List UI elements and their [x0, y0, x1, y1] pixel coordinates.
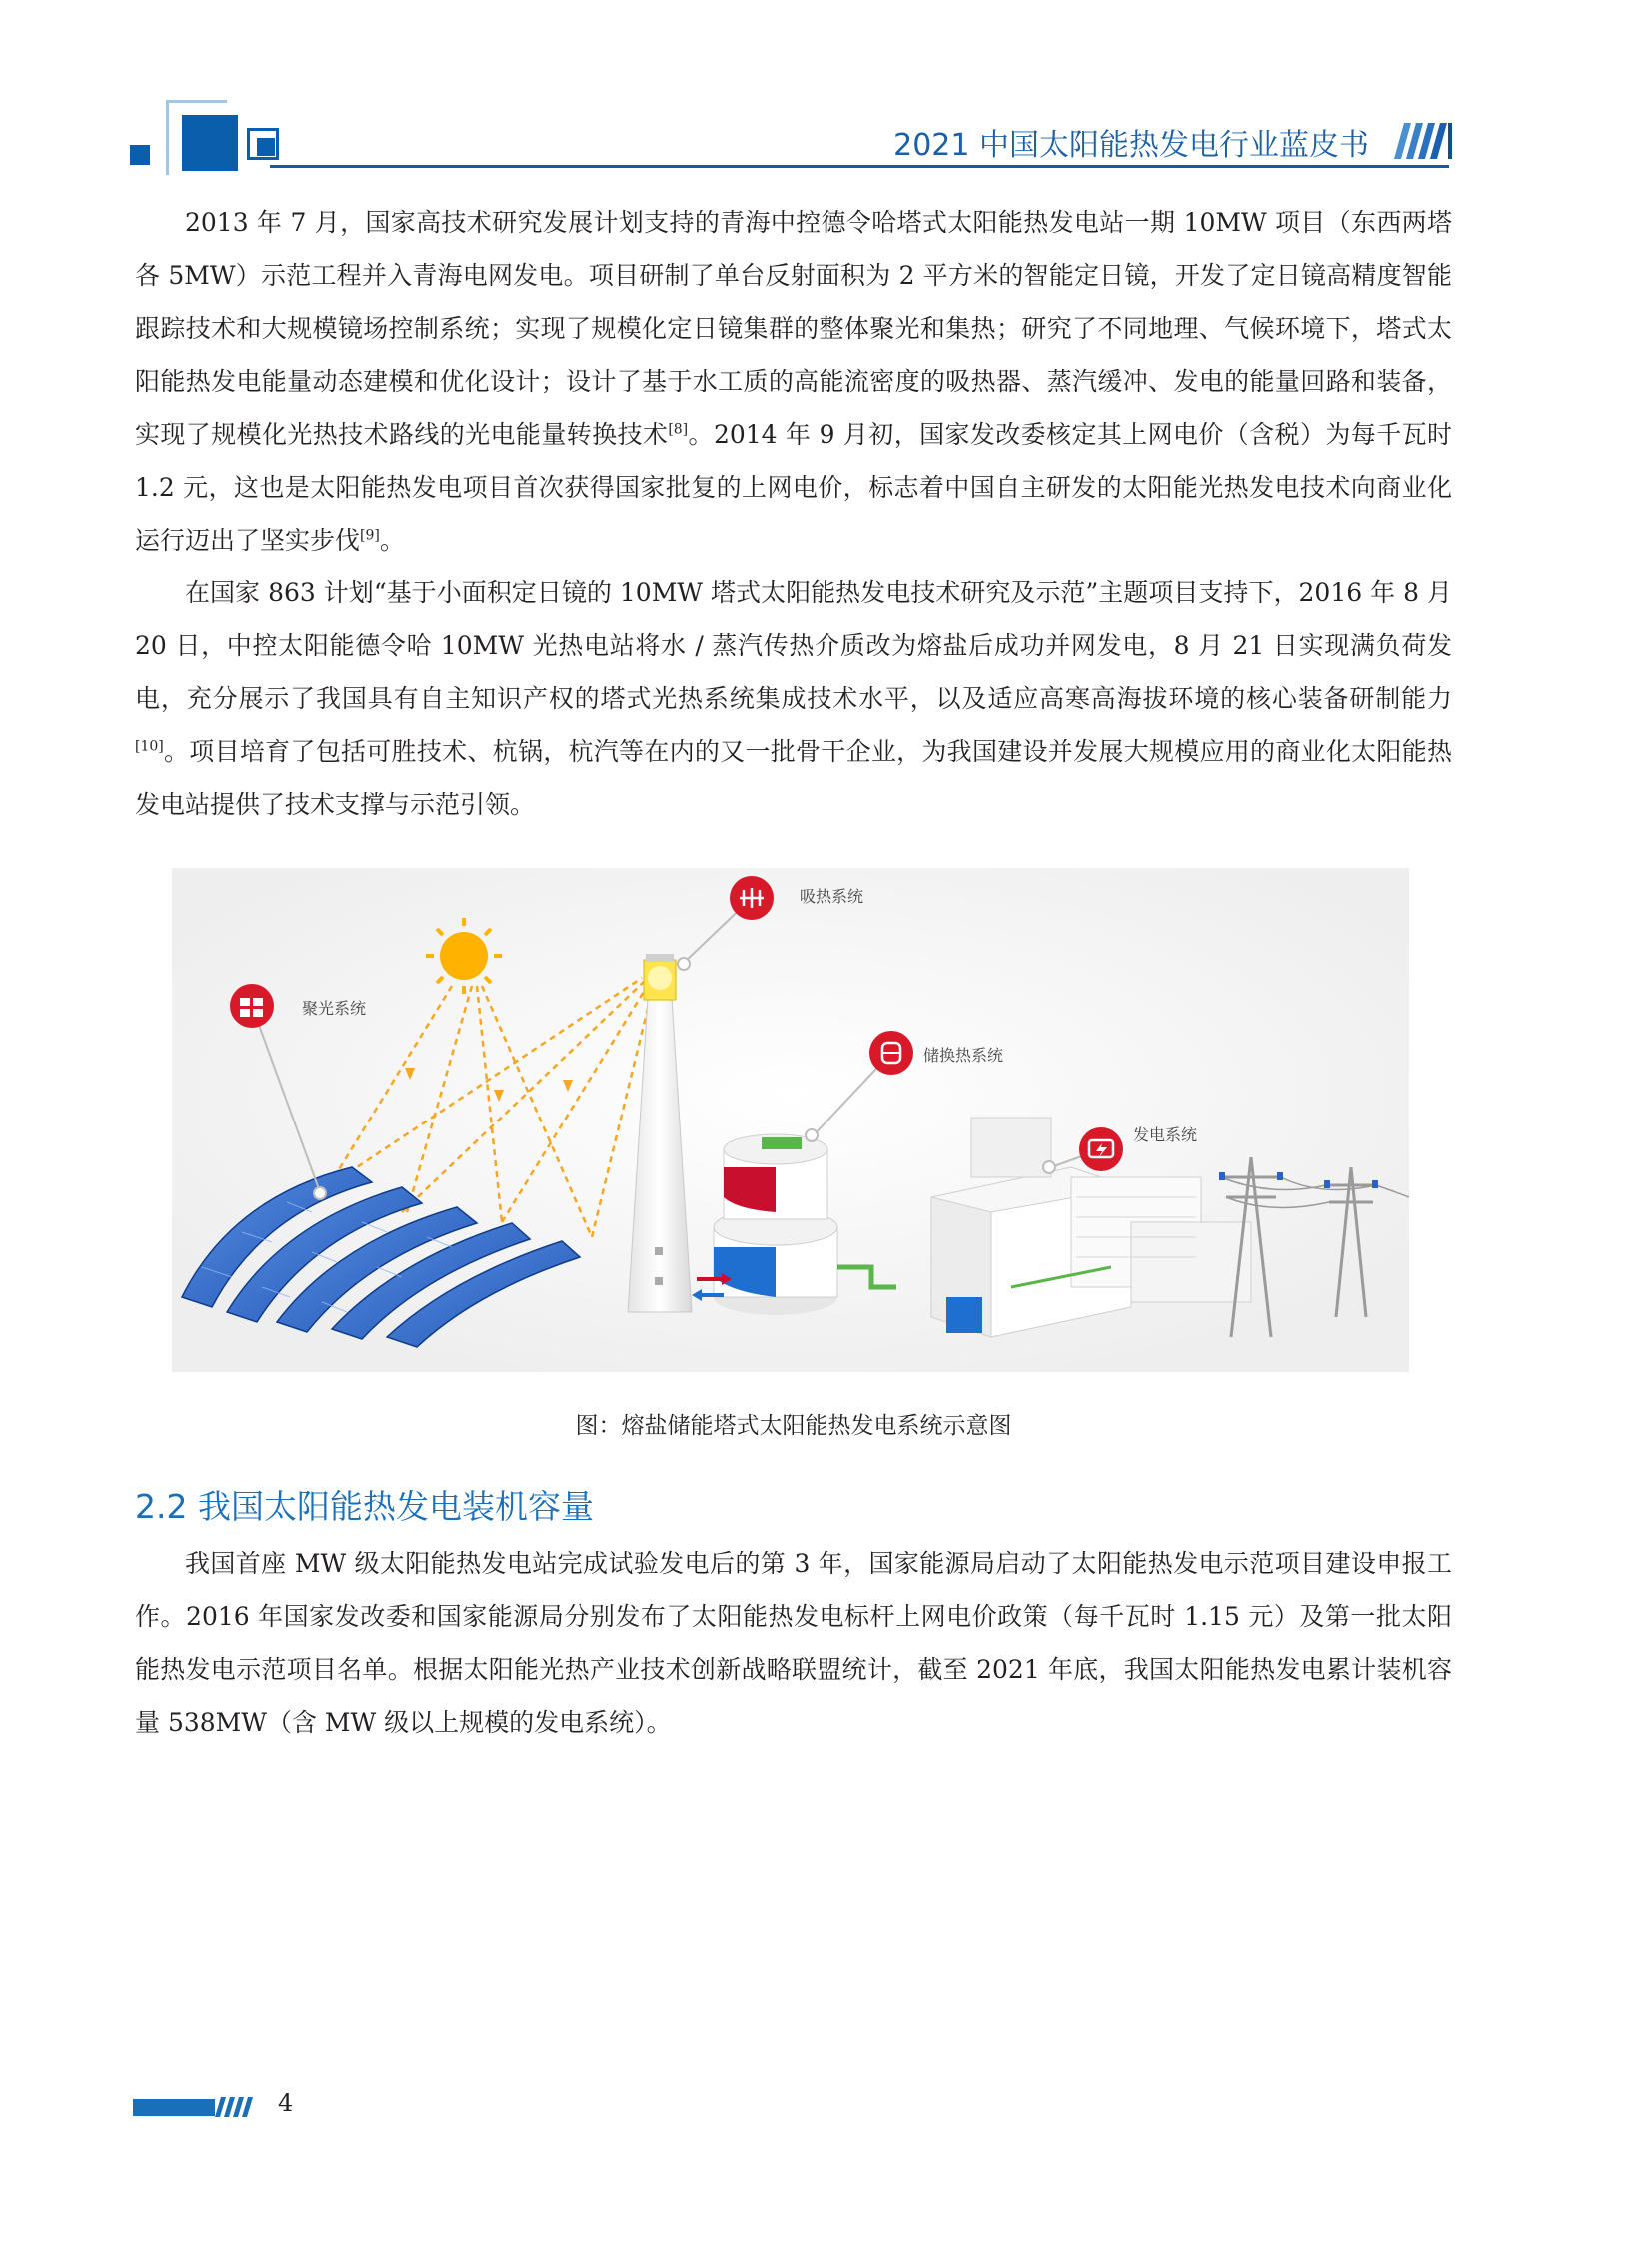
header-title: 2021 中国太阳能热发电行业蓝皮书: [893, 128, 1369, 163]
page-number: 4: [278, 2089, 294, 2117]
figure-caption: 图：熔盐储能塔式太阳能热发电系统示意图: [575, 1413, 1012, 1439]
paragraph-text: 。2014 年 9 月初，国家发改委核定其上网电价（含税）为每千瓦时 1.2 元，这也是太阳能热发电项目首次获得国家批复的上网电价，标志着中国自主研发的太阳能光热发电技术向商业化运行迈出了坚实步伐: [135, 420, 1452, 555]
power-system-icon: [1079, 1127, 1123, 1171]
system-diagram-illustration: [172, 868, 1409, 1372]
absorber-system-label: 吸热系统: [800, 887, 864, 906]
paragraph-text: 在国家 863 计划“基于小面积定日镜的 10MW 塔式太阳能热发电技术研究及示范”主题项目支持下，2016 年 8 月 20 日，中控太阳能德令哈 10MW 光热电站将水 / 蒸汽传热介质改为熔盐后成功并网发电，8 月 21 日实现满负荷发电，充分展示了我国具有自主知识产权的塔式光热系统集成技术水平，以及适应高寒高海拔环境的核心装备研制能力: [135, 578, 1452, 713]
storage-system-icon: [869, 1031, 913, 1075]
body-paragraph-3: 我国首座 MW 级太阳能热发电站完成试验发电后的第 3 年，国家能源局启动了太阳能热发电示范项目建设申报工作。2016 年国家发改委和国家能源局分别发布了太阳能热发电标杆上网电价政策（每千瓦时 1.15 元）及第一批太阳能热发电示范项目名单。根据太阳能光热产业技术创新战略联盟统计，截至 2021 年底，我国太阳能热发电累计装机容量 538MW（含 MW 级以上规模的发电系统）。: [135, 1549, 1452, 1737]
footer-stripes-decoration: [215, 2097, 260, 2117]
footer-bar: [133, 2099, 215, 2116]
citation-ref-10: [10]: [135, 738, 164, 755]
body-paragraph-2: [135, 566, 1452, 831]
section-heading: 2.2 我国太阳能热发电装机容量: [135, 1487, 594, 1526]
paragraph-text: 2013 年 7 月，国家高技术研究发展计划支持的青海中控德令哈塔式太阳能热发电站一期 10MW 项目（东西两塔各 5MW）示范工程并入青海电网发电。项目研制了单台反射面积为 2 平方米的智能定日镜，开发了定日镜高精度智能跟踪技术和大规模镜场控制系统；实现了规模化定日镜集群的整体聚光和集热；研究了不同地理、气候环境下，塔式太阳能热发电能量动态建模和优化设计；设计了基于水工质的高能流密度的吸热器、蒸汽缓冲、发电的能量回路和装备，实现了规模化光热技术路线的光电能量转换技术: [135, 208, 1452, 449]
paragraph-text: 。: [379, 526, 405, 555]
concentrator-system-icon: [230, 984, 274, 1028]
power-system-label: 发电系统: [1133, 1125, 1198, 1144]
paragraph-text: 。项目培育了包括可胜技术、杭锅，杭汽等在内的又一批骨干企业，为我国建设并发展大规模应用的商业化太阳能热发电站提供了技术支撑与示范引领。: [135, 737, 1452, 819]
body-paragraph-1: [135, 196, 1452, 567]
concentrator-system-label: 聚光系统: [302, 999, 367, 1018]
header-stripes-decoration: [1394, 123, 1454, 159]
citation-ref-9: [9]: [360, 527, 380, 544]
system-diagram-figure: [172, 868, 1409, 1372]
header-rule: [270, 165, 1449, 168]
header-logo: [130, 100, 290, 180]
absorber-system-icon: [730, 876, 774, 920]
citation-ref-8: [8]: [668, 421, 689, 438]
storage-system-label: 储换热系统: [923, 1046, 1004, 1065]
molten-salt-tanks: [714, 1134, 837, 1315]
